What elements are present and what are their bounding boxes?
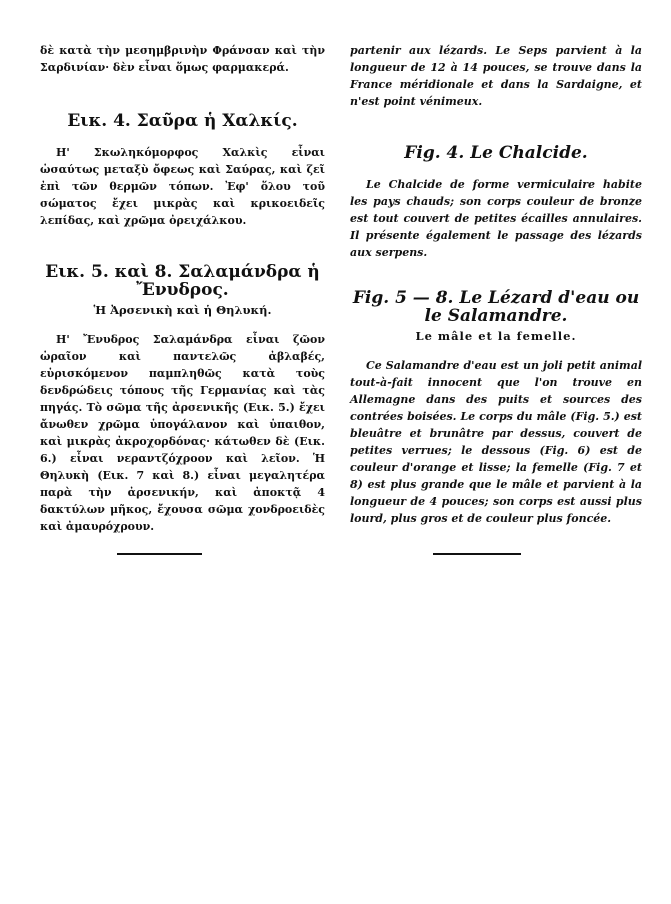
french-fig5-subheading: Le mâle et la femelle.	[415, 329, 577, 343]
french-fig4-text: Le Chalcide de forme vermiculaire habite les pays chauds; son corps couleur de bronze est tout couvert de petites écailles annulaires. Il présente également le passage des lézards aux serpens.	[350, 178, 642, 259]
greek-fig5-text: Η' Ἔνυδρος Σαλαμάνδρα εἶναι ζῶον ὡραῖον καὶ παντελῶς ἀβλαβές, εὑρισκόμενον παμπληθῶς κατὰ τοὺς δενδρώδεις τόπους τῆς Γερμανίας καὶ τὰς πηγάς. Τὸ σῶμα τῆς ἀρσενικῆς (Εικ. 5.) ἔχει ἄνωθεν χρῶμα ὑπογάλανον καὶ ὑπαιθον, καὶ μικρὰς ἀκροχορδόνας· κάτωθεν δὲ (Εικ. 6.) εἶναι νεραντζόχροον καὶ λεῖον. Ἡ Θηλυκὴ (Εικ. 7 καὶ 8.) εἶναι μεγαλητέρα παρὰ τὴν ἀρσενικήν, καὶ ἀποκτᾷ 4 δακτύλων μῆκος, ἔχουσα σῶμα χονδροειδὲς καὶ ἀμαυρόχρουν.	[40, 333, 325, 533]
greek-fig4-heading: Εικ. 4. Σαῦρα ἡ Χαλκίς.	[67, 111, 298, 131]
right-divider-rule	[433, 553, 521, 555]
greek-continuation-text: δὲ κατὰ τὴν μεσημβρινὴν Φράνσαν καὶ τὴν Σαρδινίαν· δὲν εἶναι ὅμως φαρμακερά.	[40, 44, 325, 74]
french-fig4-heading: Fig. 4. Le Chalcide.	[404, 143, 588, 163]
french-continuation-text: partenir aux lézards. Le Seps parvient à la longueur de 12 à 14 pouces, se trouve dans la France méridionale et dans la Sardaigne, et n'est point vénimeux.	[350, 44, 642, 108]
left-divider-rule	[117, 553, 202, 555]
greek-fig4-text: Η' Σκωληκόμορφος Χαλκὶς εἶναι ὡσαύτως μεταξὺ ὄφεως καὶ Σαύρας, καὶ ζεῖ ἐπὶ τῶν θερμῶν τόπων. Ἐφ' ὅλου τοῦ σώματος ἔχει μικρὰς καὶ κρικοειδεῖς λεπίδας, καὶ χρῶμα ὀρειχάλκου.	[40, 146, 325, 227]
french-fig5-text: Ce Salamandre d'eau est un joli petit animal tout-à-fait innocent que l'on trouve en Allemagne dans des puits et sources des contrées boisées. Le corps du mâle (Fig. 5.) est bleuâtre et brunâtre par dessus, couvert de petites verrues; le dessous (Fig. 6) est de couleur d'orange et lisse; la femelle (Fig. 7 et 8) est plus grande que le mâle et parvient à la longueur de 4 pouces; son corps est aussi plus lourd, plus gros et de couleur plus foncée.	[350, 359, 642, 525]
greek-column	[40, 40, 325, 535]
french-column	[350, 40, 642, 527]
greek-fig5-subheading: Ἡ Ἀρσενικὴ καὶ ἡ Θηλυκή.	[93, 303, 272, 317]
french-fig5-heading: Fig. 5 — 8. Le Lézard d'eau ou le Salamandre.	[352, 288, 640, 326]
greek-fig5-heading: Εικ. 5. καὶ 8. Σαλαμάνδρα ἡ Ἔνυδρος.	[45, 262, 320, 300]
